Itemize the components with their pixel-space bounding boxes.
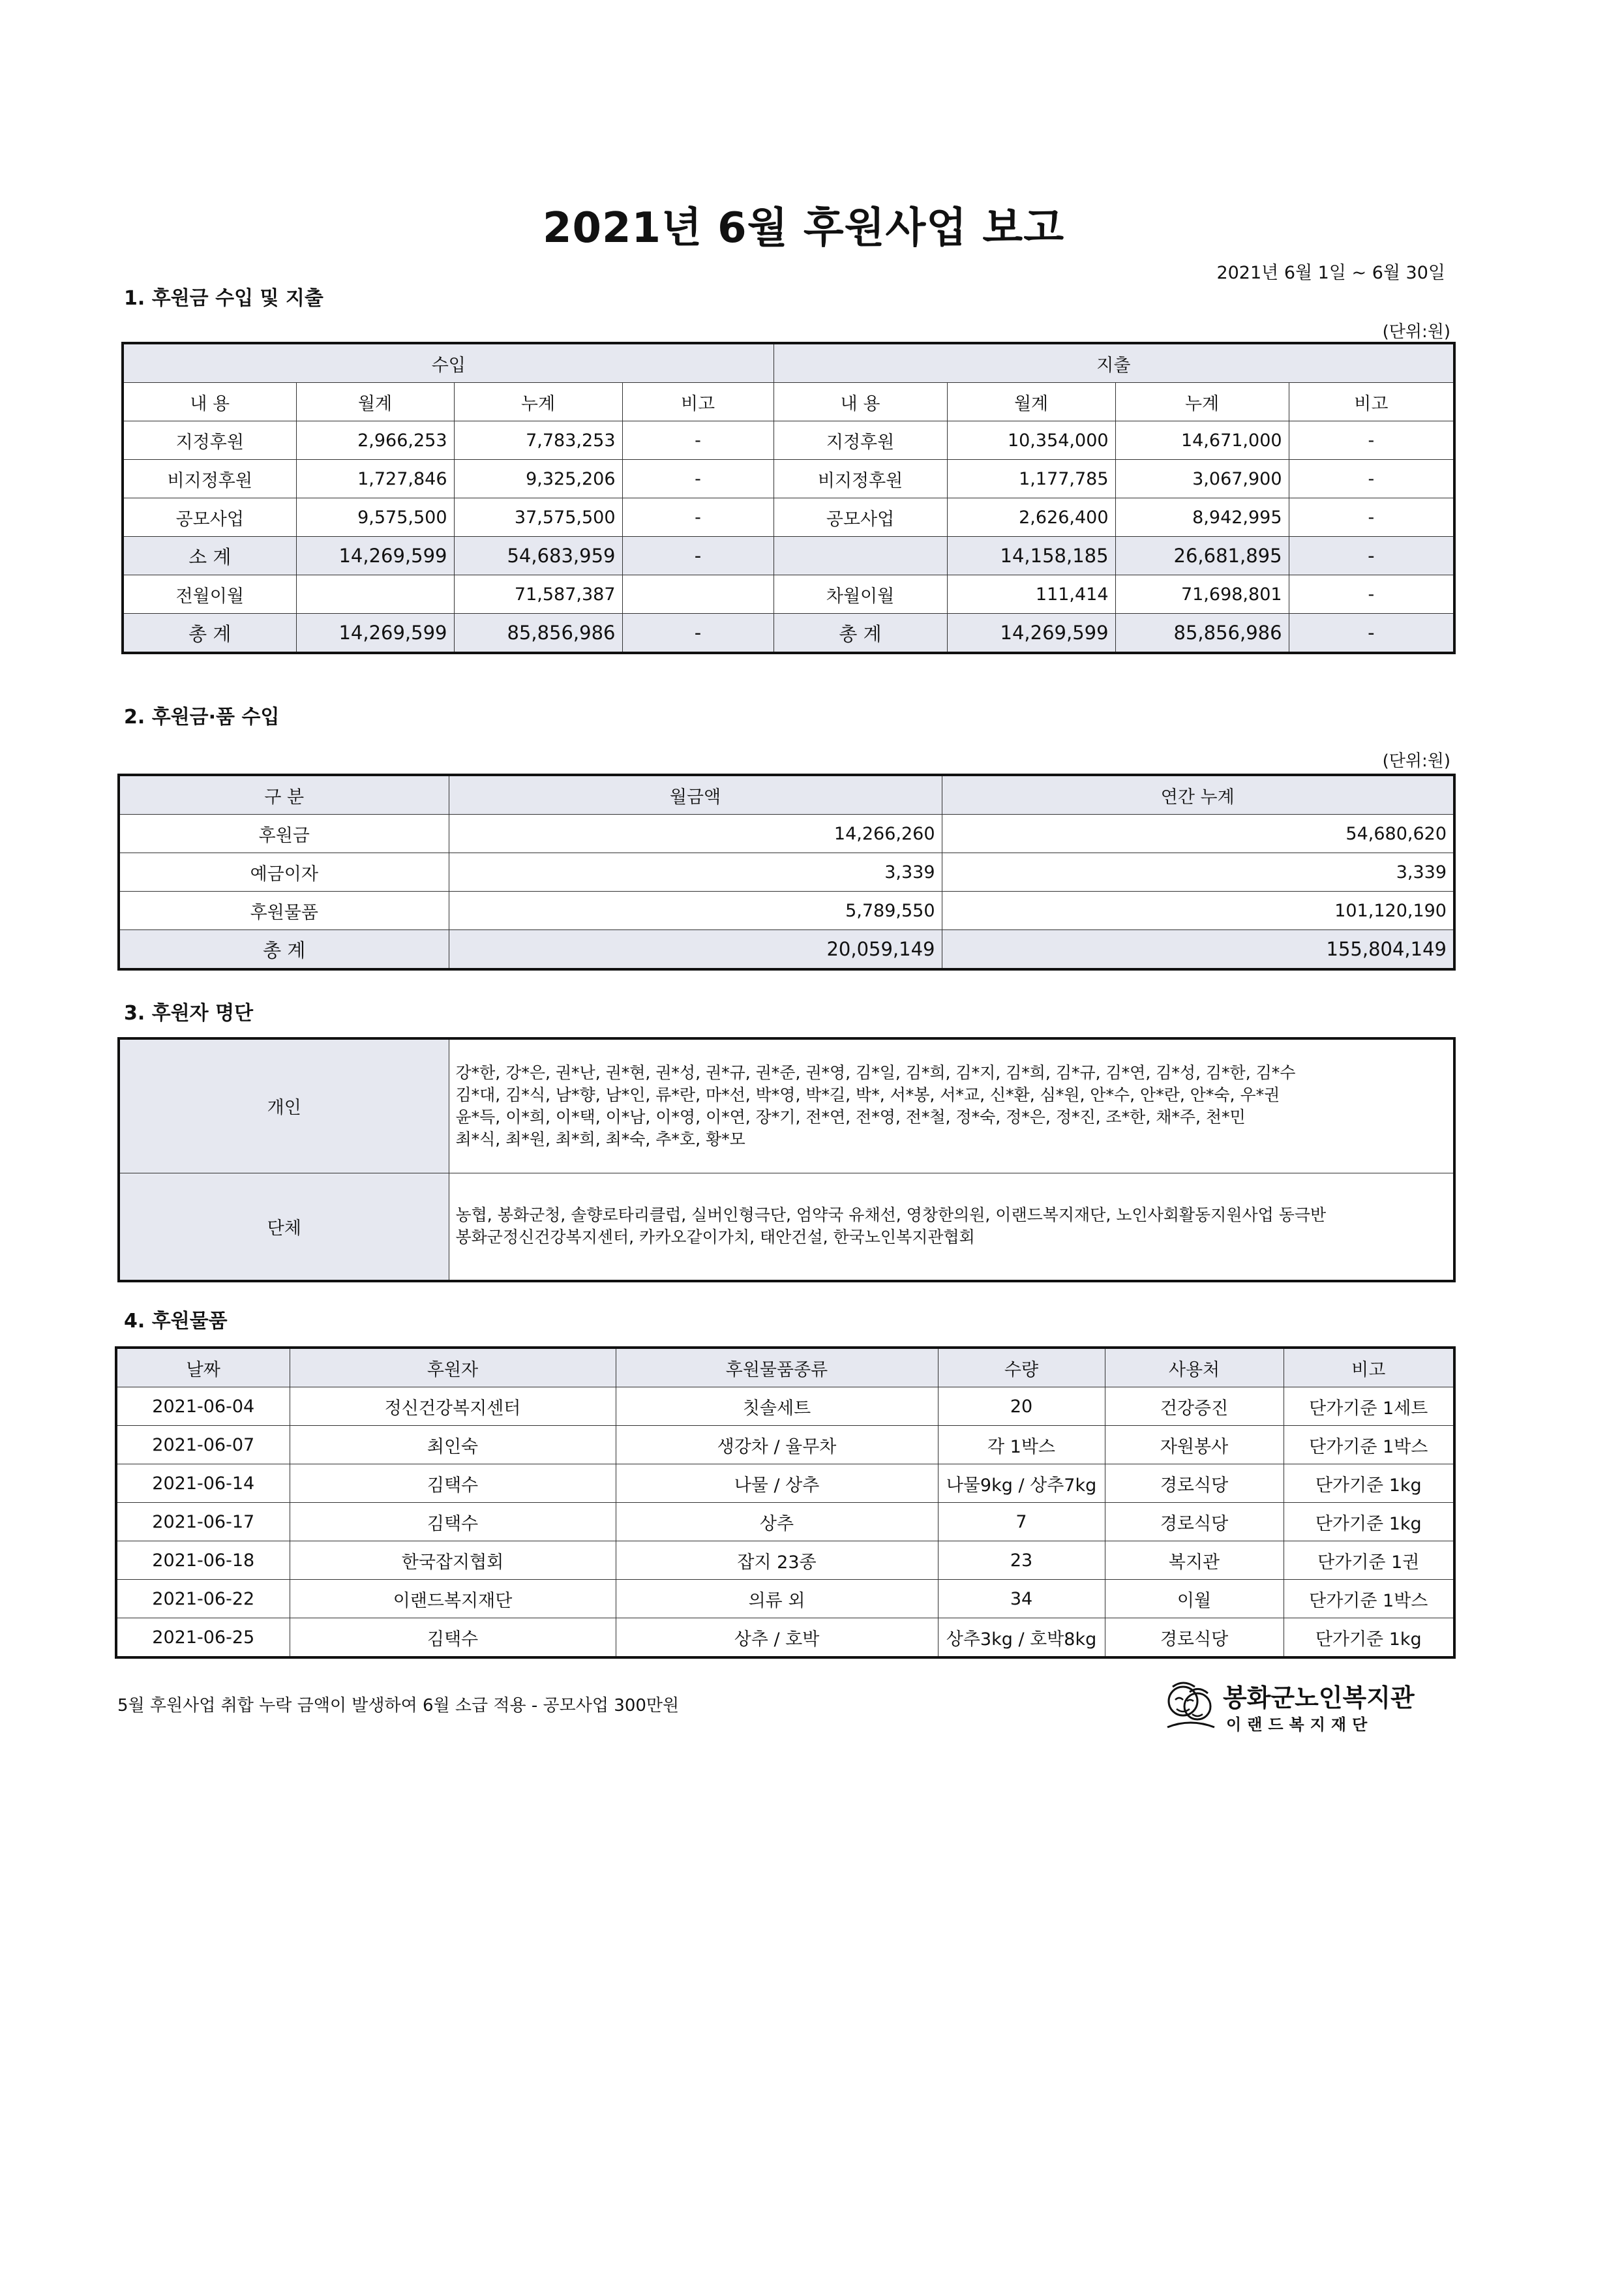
cell: 1,727,846 <box>296 460 454 498</box>
section1-unit: (단위:원) <box>1382 322 1450 342</box>
cell: 복지관 <box>1105 1541 1284 1580</box>
cell: - <box>1289 575 1454 614</box>
subtotal-row <box>123 537 1454 575</box>
expense-header: 지출 <box>773 343 1454 383</box>
cell: 54,683,959 <box>454 537 622 575</box>
table-row <box>116 1580 1454 1618</box>
cell: 111,414 <box>947 575 1115 614</box>
cell: 3,067,900 <box>1115 460 1289 498</box>
cell: 칫솔세트 <box>616 1387 938 1426</box>
cell: 9,575,500 <box>296 498 454 537</box>
col-header: 날짜 <box>116 1348 290 1387</box>
cell: 상추 <box>616 1503 938 1541</box>
section3-heading: 3. 후원자 명단 <box>124 1002 254 1025</box>
cell: 정신건강복지센터 <box>290 1387 616 1426</box>
cell: - <box>622 460 773 498</box>
col-header: 내 용 <box>773 383 947 421</box>
donor-list-table <box>117 1037 1456 1282</box>
group-donors <box>449 1173 1454 1281</box>
donor-line: 윤*득, 이*희, 이*택, 이*남, 이*영, 이*연, 장*기, 전*연, 전*영, 전*철, 정*숙, 정*은, 정*진, 조*한, 채*주, 천*민 <box>455 1107 1246 1126</box>
cell: 14,269,599 <box>296 614 454 654</box>
cell: 14,266,260 <box>449 815 942 853</box>
col-header: 월금액 <box>449 775 942 815</box>
cell: 김택수 <box>290 1618 616 1658</box>
section1-heading: 1. 후원금 수입 및 지출 <box>124 287 323 310</box>
col-header: 누계 <box>1115 383 1289 421</box>
cell: 김택수 <box>290 1503 616 1541</box>
col-header: 연간 누계 <box>942 775 1454 815</box>
cell: 건강증진 <box>1105 1387 1284 1426</box>
cell: 14,671,000 <box>1115 421 1289 460</box>
cell: 상추3kg / 호박8kg <box>938 1618 1105 1658</box>
cell: 7,783,253 <box>454 421 622 460</box>
col-header: 월계 <box>947 383 1115 421</box>
cell: 단가기준 1권 <box>1284 1541 1454 1580</box>
section4-heading: 4. 후원물품 <box>124 1310 228 1333</box>
cell: 비지정후원 <box>123 460 296 498</box>
cell: 공모사업 <box>123 498 296 537</box>
col-header: 사용처 <box>1105 1348 1284 1387</box>
cell: - <box>1289 460 1454 498</box>
logo-main-text: 봉화군노인복지관 <box>1223 1684 1415 1712</box>
col-header: 내 용 <box>123 383 296 421</box>
table-row <box>119 853 1454 892</box>
cell: 나물 / 상추 <box>616 1464 938 1503</box>
cell: 나물9kg / 상추7kg <box>938 1464 1105 1503</box>
cell: - <box>622 498 773 537</box>
group-label: 단체 <box>119 1173 449 1281</box>
donor-line: 김*대, 김*식, 남*향, 남*인, 류*란, 마*선, 박*영, 박*길, 박*, 서*봉, 서*교, 신*환, 심*원, 안*수, 안*란, 안*숙, 우*권 <box>455 1085 1280 1104</box>
total-row <box>123 614 1454 654</box>
cell: 2021-06-04 <box>116 1387 290 1426</box>
cell: 잡지 23종 <box>616 1541 938 1580</box>
cell: 경로식당 <box>1105 1618 1284 1658</box>
col-header: 비고 <box>622 383 773 421</box>
cell: 101,120,190 <box>942 892 1454 930</box>
cell: 단가기준 1kg <box>1284 1618 1454 1658</box>
cell: 한국잡지협회 <box>290 1541 616 1580</box>
table-row <box>116 1464 1454 1503</box>
col-header: 구 분 <box>119 775 449 815</box>
cell: 2021-06-22 <box>116 1580 290 1618</box>
total-row <box>119 930 1454 970</box>
cell: 5,789,550 <box>449 892 942 930</box>
cell: 26,681,895 <box>1115 537 1289 575</box>
cell: 2021-06-14 <box>116 1464 290 1503</box>
cell: - <box>1289 614 1454 654</box>
table-row <box>123 575 1454 614</box>
cell: 3,339 <box>942 853 1454 892</box>
income-expense-table <box>121 342 1456 654</box>
cell: 7 <box>938 1503 1105 1541</box>
table-row <box>119 892 1454 930</box>
organization-logo <box>1161 1676 1448 1742</box>
cell: 단가기준 1박스 <box>1284 1580 1454 1618</box>
table-row <box>123 421 1454 460</box>
donation-income-table <box>117 774 1456 971</box>
cell: - <box>1289 498 1454 537</box>
section2-unit: (단위:원) <box>1382 751 1450 771</box>
cell <box>296 575 454 614</box>
cell: 후원물품 <box>119 892 449 930</box>
cell: 경로식당 <box>1105 1503 1284 1541</box>
cell: - <box>622 537 773 575</box>
cell: 단가기준 1박스 <box>1284 1426 1454 1464</box>
cell: 14,269,599 <box>296 537 454 575</box>
cell: 85,856,986 <box>454 614 622 654</box>
cell: 71,698,801 <box>1115 575 1289 614</box>
cell: 14,269,599 <box>947 614 1115 654</box>
cell: 경로식당 <box>1105 1464 1284 1503</box>
cell: 전월이월 <box>123 575 296 614</box>
cell <box>622 575 773 614</box>
col-header: 후원자 <box>290 1348 616 1387</box>
col-header: 비고 <box>1284 1348 1454 1387</box>
col-header: 수량 <box>938 1348 1105 1387</box>
cell: - <box>1289 421 1454 460</box>
cell: 자원봉사 <box>1105 1426 1284 1464</box>
table-row <box>116 1541 1454 1580</box>
cell: 1,177,785 <box>947 460 1115 498</box>
cell: 총 계 <box>123 614 296 654</box>
cell: 2021-06-17 <box>116 1503 290 1541</box>
col-header: 누계 <box>454 383 622 421</box>
cell: 상추 / 호박 <box>616 1618 938 1658</box>
cell: 후원금 <box>119 815 449 853</box>
donor-line: 최*식, 최*원, 최*희, 최*숙, 추*호, 황*모 <box>455 1129 745 1149</box>
cell: 이랜드복지재단 <box>290 1580 616 1618</box>
section2-heading: 2. 후원금·품 수입 <box>124 706 280 729</box>
report-period: 2021년 6월 1일 ~ 6월 30일 <box>1216 263 1445 283</box>
cell: 2021-06-25 <box>116 1618 290 1658</box>
cell: 20 <box>938 1387 1105 1426</box>
cell: 지정후원 <box>123 421 296 460</box>
table-row <box>123 460 1454 498</box>
table-row <box>116 1618 1454 1658</box>
cell: 14,158,185 <box>947 537 1115 575</box>
cell: 9,325,206 <box>454 460 622 498</box>
cell: 10,354,000 <box>947 421 1115 460</box>
table-row <box>116 1503 1454 1541</box>
cell: 71,587,387 <box>454 575 622 614</box>
table-row <box>116 1387 1454 1426</box>
individual-donors <box>449 1038 1454 1173</box>
cell: 예금이자 <box>119 853 449 892</box>
cell: 단가기준 1세트 <box>1284 1387 1454 1426</box>
table-row <box>123 498 1454 537</box>
cell: 각 1박스 <box>938 1426 1105 1464</box>
cell: 23 <box>938 1541 1105 1580</box>
cell: 김택수 <box>290 1464 616 1503</box>
donor-line: 봉화군정신건강복지센터, 카카오같이가치, 태안건설, 한국노인복지관협회 <box>455 1228 975 1247</box>
cell: 총 계 <box>119 930 449 970</box>
cell: - <box>622 421 773 460</box>
cell: 소 계 <box>123 537 296 575</box>
col-header: 월계 <box>296 383 454 421</box>
cell: 총 계 <box>773 614 947 654</box>
cell: 37,575,500 <box>454 498 622 537</box>
cell: 8,942,995 <box>1115 498 1289 537</box>
footnote: 5월 후원사업 취합 누락 금액이 발생하여 6월 소급 적용 - 공모사업 300만원 <box>117 1696 680 1715</box>
logo-sub-text: 이랜드복지재단 <box>1226 1715 1374 1734</box>
cell: 2,626,400 <box>947 498 1115 537</box>
cell: 단가기준 1kg <box>1284 1503 1454 1541</box>
cell: 생강차 / 율무차 <box>616 1426 938 1464</box>
cell: 단가기준 1kg <box>1284 1464 1454 1503</box>
cell: 34 <box>938 1580 1105 1618</box>
col-header: 비고 <box>1289 383 1454 421</box>
cell: 155,804,149 <box>942 930 1454 970</box>
cell: - <box>1289 537 1454 575</box>
donor-line: 강*한, 강*은, 권*난, 권*현, 권*성, 권*규, 권*준, 권*영, 김*일, 김*희, 김*지, 김*희, 김*규, 김*연, 김*성, 김*한, 김*수 <box>455 1063 1296 1082</box>
donated-goods-table <box>115 1346 1456 1659</box>
income-header: 수입 <box>123 343 773 383</box>
cell: 3,339 <box>449 853 942 892</box>
cell: 20,059,149 <box>449 930 942 970</box>
cell: 2021-06-07 <box>116 1426 290 1464</box>
cell: 지정후원 <box>773 421 947 460</box>
cell: 최인숙 <box>290 1426 616 1464</box>
cell <box>773 537 947 575</box>
cell: 2,966,253 <box>296 421 454 460</box>
cell: 54,680,620 <box>942 815 1454 853</box>
cell: 의류 외 <box>616 1580 938 1618</box>
table-row <box>116 1426 1454 1464</box>
individual-label: 개인 <box>119 1038 449 1173</box>
cell: 85,856,986 <box>1115 614 1289 654</box>
cell: 공모사업 <box>773 498 947 537</box>
elderly-couple-logo-icon <box>1161 1676 1220 1735</box>
cell: 이월 <box>1105 1580 1284 1618</box>
donor-line: 농협, 봉화군청, 솔향로타리클럽, 실버인형극단, 엄약국 유채선, 영창한의원, 이랜드복지재단, 노인사회활동지원사업 동극반 <box>455 1205 1327 1225</box>
col-header: 후원물품종류 <box>616 1348 938 1387</box>
cell: 차월이월 <box>773 575 947 614</box>
page-title: 2021년 6월 후원사업 보고 <box>542 204 1065 252</box>
table-row <box>119 815 1454 853</box>
cell: 2021-06-18 <box>116 1541 290 1580</box>
cell: 비지정후원 <box>773 460 947 498</box>
cell: - <box>622 614 773 654</box>
